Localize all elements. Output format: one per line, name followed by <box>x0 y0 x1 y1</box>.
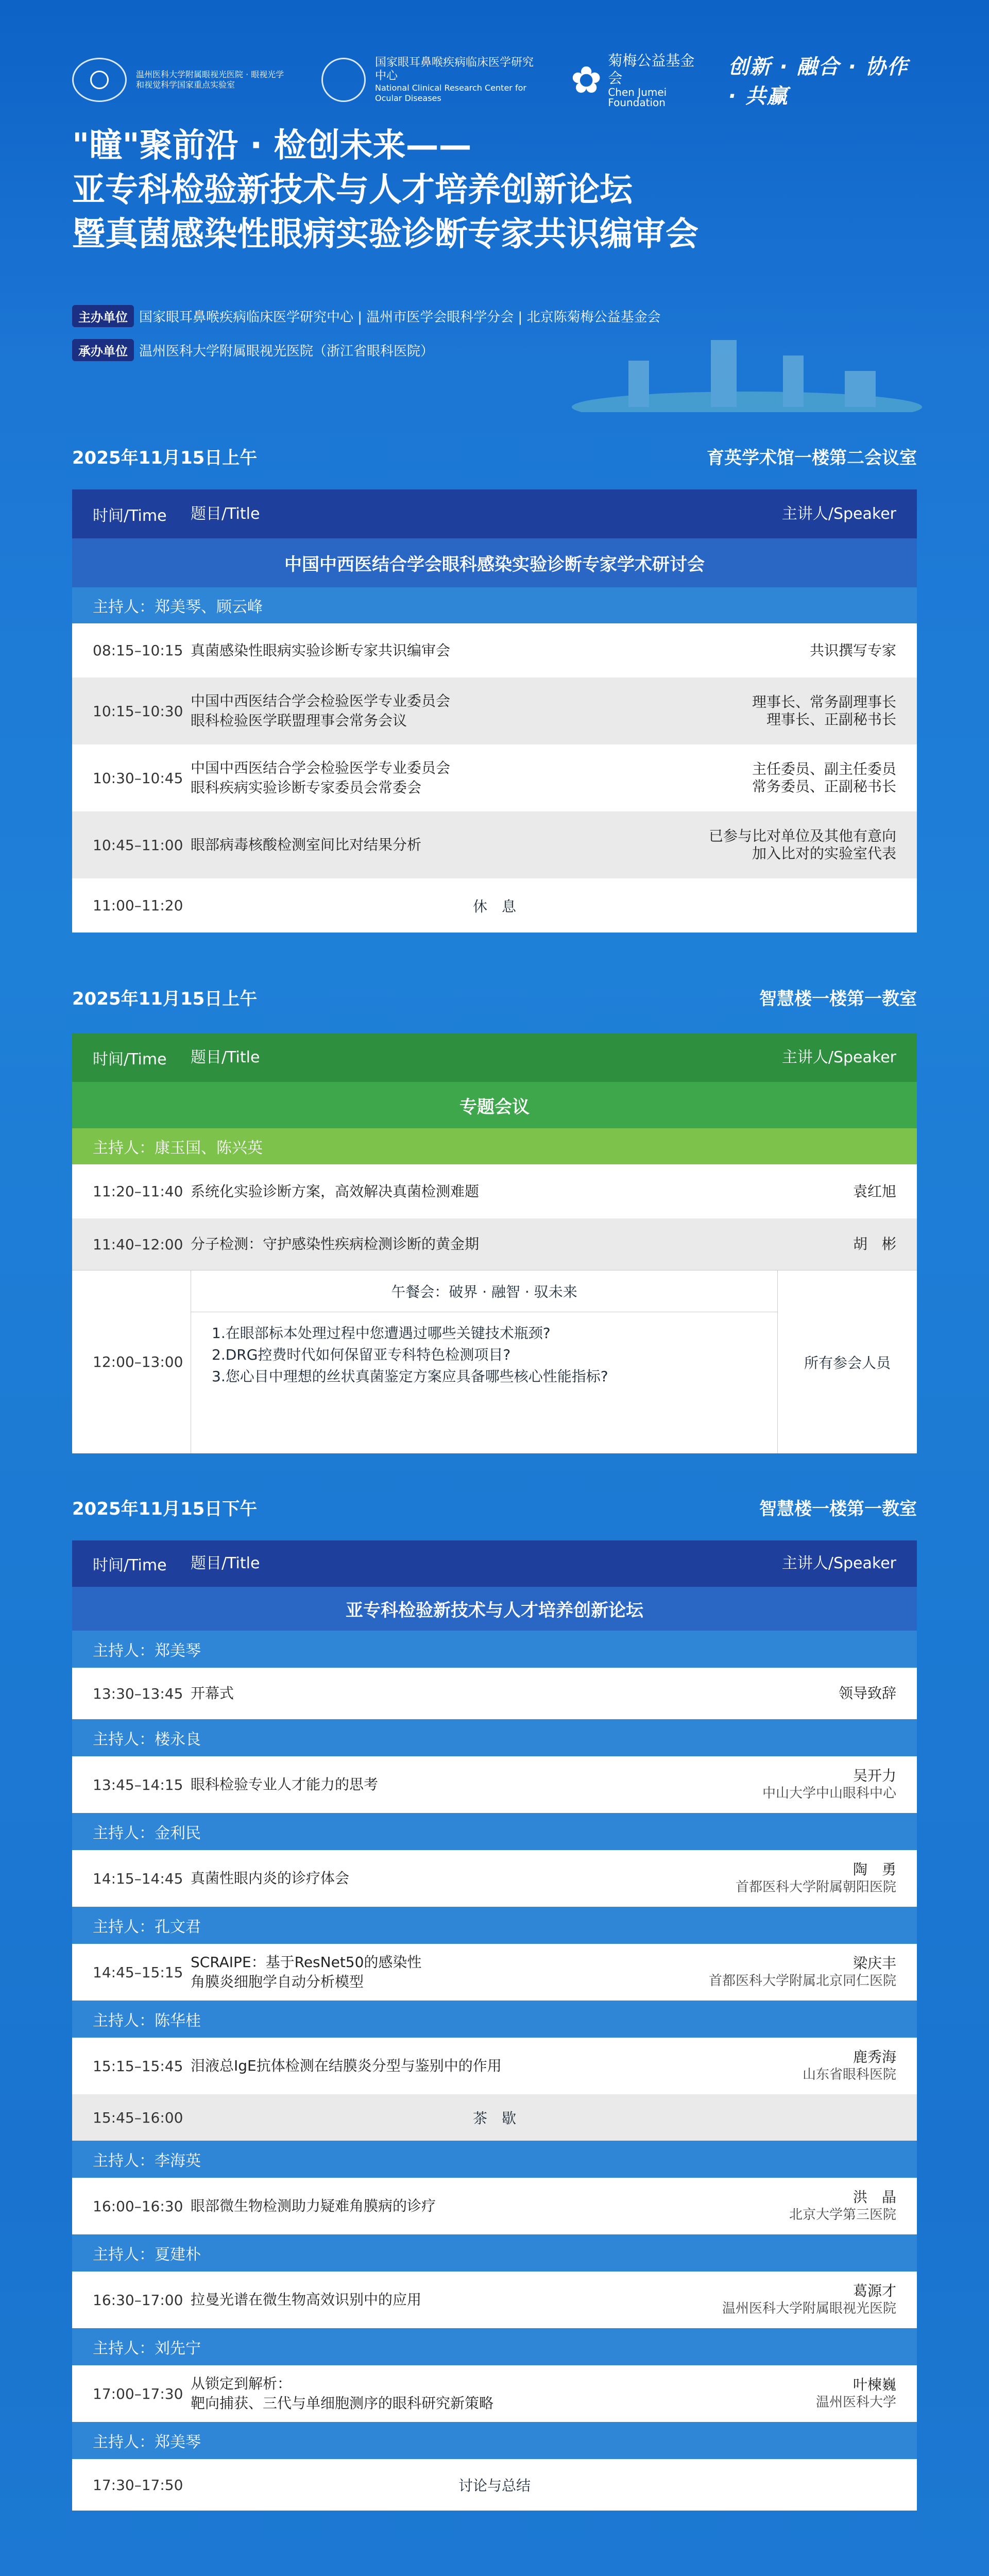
row-speaker <box>839 1685 917 1702</box>
row-topic: 开幕式 <box>191 1685 234 1702</box>
session-host: 主持人：刘先宁 <box>72 2328 917 2365</box>
speaker-name: 鹿秀海 <box>852 2048 896 2065</box>
col-time: 时间/Time <box>93 1556 167 1574</box>
speaker-name: 领导致辞 <box>838 1685 896 1702</box>
speaker-affiliation: 首都医科大学附属北京同仁医院 <box>708 1973 896 1989</box>
row-speaker <box>709 1955 917 1990</box>
slogan: 创新 · 融合 · 协作 · 共赢 <box>728 55 909 108</box>
table-row <box>72 2094 917 2141</box>
summary-text: 讨论与总结 <box>458 2477 531 2494</box>
skyline-illustration <box>567 319 927 412</box>
title-line-1: "瞳"聚前沿 · 检创未来—— <box>72 127 472 165</box>
row-time: 15:15–15:45 <box>93 2057 183 2075</box>
row-time: 17:30–17:50 <box>93 2476 183 2494</box>
speaker-affiliation: 中山大学中山眼科中心 <box>762 1786 896 1801</box>
lunch-question-3: 3.您心目中理想的丝状真菌鉴定方案应具备哪些核心性能指标? <box>212 1368 608 1385</box>
session-host: 主持人：陈华桂 <box>72 2001 917 2038</box>
sec3-date: 2025年11月15日下午 <box>72 1498 258 1519</box>
table-row <box>72 677 917 744</box>
session-host: 主持人：夏建朴 <box>72 2234 917 2272</box>
row-time: 16:00–16:30 <box>93 2197 183 2215</box>
speaker-affiliation: 温州医科大学附属眼视光医院 <box>722 2301 896 2316</box>
row-topic: 真菌感染性眼病实验诊断专家共识编审会 <box>191 641 451 659</box>
sec1-header <box>72 440 917 471</box>
row-speaker: 胡 彬 <box>852 1235 896 1252</box>
speaker-name: 叶楝巍 <box>852 2376 896 2393</box>
row-topic: 从锁定到解析： 靶向捕获、三代与单细胞测序的眼科研究新策略 <box>191 2375 494 2412</box>
table-row <box>72 744 917 811</box>
row-time: 16:30–17:00 <box>93 2291 183 2309</box>
page-title <box>72 124 917 257</box>
row-time: 13:45–14:15 <box>93 1776 183 1793</box>
speaker-name: 葛源才 <box>852 2282 896 2299</box>
speaker-name: 梁庆丰 <box>852 1955 896 1972</box>
sec3-venue: 智慧楼一楼第一教室 <box>759 1498 917 1519</box>
lunch-content <box>191 1270 778 1453</box>
row-time: 08:15–10:15 <box>93 642 183 659</box>
table-row <box>72 878 917 933</box>
logo-foundation <box>571 52 697 108</box>
lunch-caption: 午餐会：破界 · 融智 · 驭未来 <box>191 1270 777 1312</box>
table-row <box>72 1756 917 1813</box>
table-row <box>72 2365 917 2422</box>
sec3-column-header <box>72 1540 917 1587</box>
row-topic: 眼部病毒核酸检测室间比对结果分析 <box>191 836 422 853</box>
break-text: 茶 歇 <box>472 2110 516 2127</box>
logo-foundation-cn: 菊梅公益基金会 <box>608 52 695 87</box>
sec1-banner: 中国中西医结合学会眼科感染实验诊断专家学术研讨会 <box>72 538 917 587</box>
table-row <box>72 2272 917 2328</box>
organizer-tag: 承办单位 <box>72 339 134 361</box>
row-topic: 泪液总IgE抗体检测在结膜炎分型与鉴别中的作用 <box>191 2057 502 2074</box>
host-org-tag: 主办单位 <box>72 305 134 327</box>
row-speaker <box>816 2376 917 2411</box>
table-row <box>72 1668 917 1719</box>
header <box>0 0 989 402</box>
flower-logo-icon: ✿ <box>571 58 602 101</box>
lunch-speaker: 所有参会人员 <box>804 1354 891 1371</box>
session-host: 主持人：郑美琴 <box>72 1631 917 1668</box>
lunch-row <box>72 1270 917 1453</box>
sec2-banner: 专题会议 <box>72 1082 917 1128</box>
row-time: 11:40–12:00 <box>93 1235 183 1253</box>
speaker-affiliation: 山东省眼科医院 <box>802 2067 896 2082</box>
research-center-logo-icon <box>321 58 366 102</box>
logo-wmu-text: 温州医科大学附属眼视光医院 · 眼视光学和视觉科学国家重点实验室 <box>136 70 284 90</box>
logo-nccr <box>321 56 540 104</box>
logo-bar <box>72 52 917 108</box>
sec2-date: 2025年11月15日上午 <box>72 988 258 1009</box>
row-topic: 拉曼光谱在微生物高效识别中的应用 <box>191 2291 422 2308</box>
session-host: 主持人：楼永良 <box>72 1719 917 1756</box>
speaker-name: 吴开力 <box>852 1767 896 1784</box>
col-topic: 题目/Title <box>191 504 260 523</box>
row-speaker: 袁红旭 <box>852 1182 896 1200</box>
organizer-row <box>72 339 434 361</box>
row-speaker: 共识撰写专家 <box>809 641 896 659</box>
table-row <box>72 1850 917 1907</box>
speaker-affiliation: 温州医科大学 <box>815 2395 896 2410</box>
col-speaker: 主讲人/Speaker <box>781 1554 896 1572</box>
row-time: 14:15–14:45 <box>93 1870 183 1887</box>
sec3-table <box>72 1540 917 2511</box>
row-speaker: 主任委员、副主任委员 常务委员、正副秘书长 <box>752 760 896 795</box>
table-row <box>72 811 917 878</box>
sec2-column-header <box>72 1033 917 1082</box>
sec1-date: 2025年11月15日上午 <box>72 447 258 468</box>
row-speaker: 理事长、常务副理事长 理事长、正副秘书长 <box>752 693 896 728</box>
sec1-column-header <box>72 489 917 538</box>
lunch-question-1: 1.在眼部标本处理过程中您遭遇过哪些关键技术瓶颈? <box>212 1325 551 1342</box>
session-host: 主持人：孔文君 <box>72 1907 917 1944</box>
lunch-questions <box>191 1312 777 1398</box>
table-row <box>72 1944 917 2001</box>
sec2-venue: 智慧楼一楼第一教室 <box>759 988 917 1009</box>
sec3-header <box>72 1492 917 1522</box>
table-row <box>72 623 917 677</box>
sec2-table <box>72 1033 917 1453</box>
row-time: 13:30–13:45 <box>93 1685 183 1702</box>
row-speaker <box>803 2048 917 2083</box>
session-host: 主持人：金利民 <box>72 1813 917 1850</box>
row-speaker <box>722 2282 917 2317</box>
col-time: 时间/Time <box>93 506 167 525</box>
session-host: 主持人：李海英 <box>72 2141 917 2178</box>
speaker-name: 陶 勇 <box>852 1861 896 1878</box>
logo-nccr-en: National Clinical Research Center for Ocular Diseases <box>375 83 526 103</box>
row-time: 15:45–16:00 <box>93 2109 183 2126</box>
row-time: 11:20–11:40 <box>93 1183 183 1200</box>
row-topic: 眼科检验专业人才能力的思考 <box>191 1776 379 1793</box>
row-speaker <box>736 1861 917 1896</box>
row-speaker <box>789 2189 917 2224</box>
row-speaker <box>762 1767 917 1802</box>
row-topic: SCRAIPE：基于ResNet50的感染性 角膜炎细胞学自动分析模型 <box>191 1954 422 1990</box>
row-time: 10:30–10:45 <box>93 769 183 787</box>
logo-nccr-cn: 国家眼耳鼻喉疾病临床医学研究中心 <box>375 56 534 82</box>
eye-logo-icon <box>72 58 127 102</box>
title-line-2: 亚专科检验新技术与人才培养创新论坛 <box>72 171 633 209</box>
lunch-question-2: 2.DRG控费时代如何保留亚专科特色检测项目? <box>212 1346 511 1363</box>
table-row <box>72 2038 917 2094</box>
sec1-host: 主持人：郑美琴、顾云峰 <box>72 587 917 623</box>
table-row <box>72 1218 917 1270</box>
row-time: 10:15–10:30 <box>93 702 183 720</box>
row-time: 17:00–17:30 <box>93 2385 183 2402</box>
logo-foundation-en: Chen Jumei Foundation <box>608 86 667 109</box>
speaker-name: 洪 晶 <box>852 2189 896 2206</box>
table-row <box>72 2178 917 2234</box>
sec1-venue: 育英学术馆一楼第二会议室 <box>707 447 917 468</box>
row-topic: 分子检测：守护感染性疾病检测诊断的黄金期 <box>191 1235 480 1252</box>
sec1-rows <box>72 623 917 933</box>
row-topic: 眼部微生物检测助力疑难角膜病的诊疗 <box>191 2197 436 2214</box>
col-speaker: 主讲人/Speaker <box>781 1048 896 1066</box>
lunch-time: 12:00–13:00 <box>93 1353 183 1370</box>
sec3-banner: 亚专科检验新技术与人才培养创新论坛 <box>72 1587 917 1631</box>
organizer-text: 温州医科大学附属眼视光医院（浙江省眼科医院） <box>139 344 434 359</box>
break-text: 休 息 <box>472 897 516 915</box>
row-speaker: 已参与比对单位及其他有意向 加入比对的实验室代表 <box>708 827 896 862</box>
col-time: 时间/Time <box>93 1050 167 1069</box>
row-topic: 中国中西医结合学会检验医学专业委员会 眼科疾病实验诊断专家委员会常委会 <box>191 759 451 796</box>
col-topic: 题目/Title <box>191 1554 260 1572</box>
row-time: 11:00–11:20 <box>93 897 183 914</box>
col-topic: 题目/Title <box>191 1048 260 1066</box>
row-topic: 真菌性眼内炎的诊疗体会 <box>191 1870 350 1887</box>
logo-wmu <box>72 58 291 102</box>
sec2-host: 主持人：康玉国、陈兴英 <box>72 1128 917 1164</box>
row-topic: 系统化实验诊断方案，高效解决真菌检测难题 <box>191 1182 480 1200</box>
sec3-rows <box>72 1631 917 2511</box>
table-row <box>72 1164 917 1218</box>
sec2-header <box>72 981 917 1012</box>
col-speaker: 主讲人/Speaker <box>781 504 896 523</box>
row-time: 10:45–11:00 <box>93 836 183 854</box>
sec1-table <box>72 489 917 933</box>
speaker-affiliation: 首都医科大学附属朝阳医院 <box>735 1879 896 1895</box>
host-org-text: 国家眼耳鼻喉疾病临床医学研究中心 | 温州市医学会眼科学分会 | 北京陈菊梅公益基金会 <box>139 310 661 325</box>
row-time: 14:45–15:15 <box>93 1963 183 1981</box>
session-host: 主持人：郑美琴 <box>72 2422 917 2459</box>
title-line-3: 暨真菌感染性眼病实验诊断专家共识编审会 <box>72 215 698 253</box>
table-row <box>72 2459 917 2511</box>
speaker-affiliation: 北京大学第三医院 <box>789 2207 896 2223</box>
row-topic: 中国中西医结合学会检验医学专业委员会 眼科检验医学联盟理事会常务会议 <box>191 692 451 729</box>
